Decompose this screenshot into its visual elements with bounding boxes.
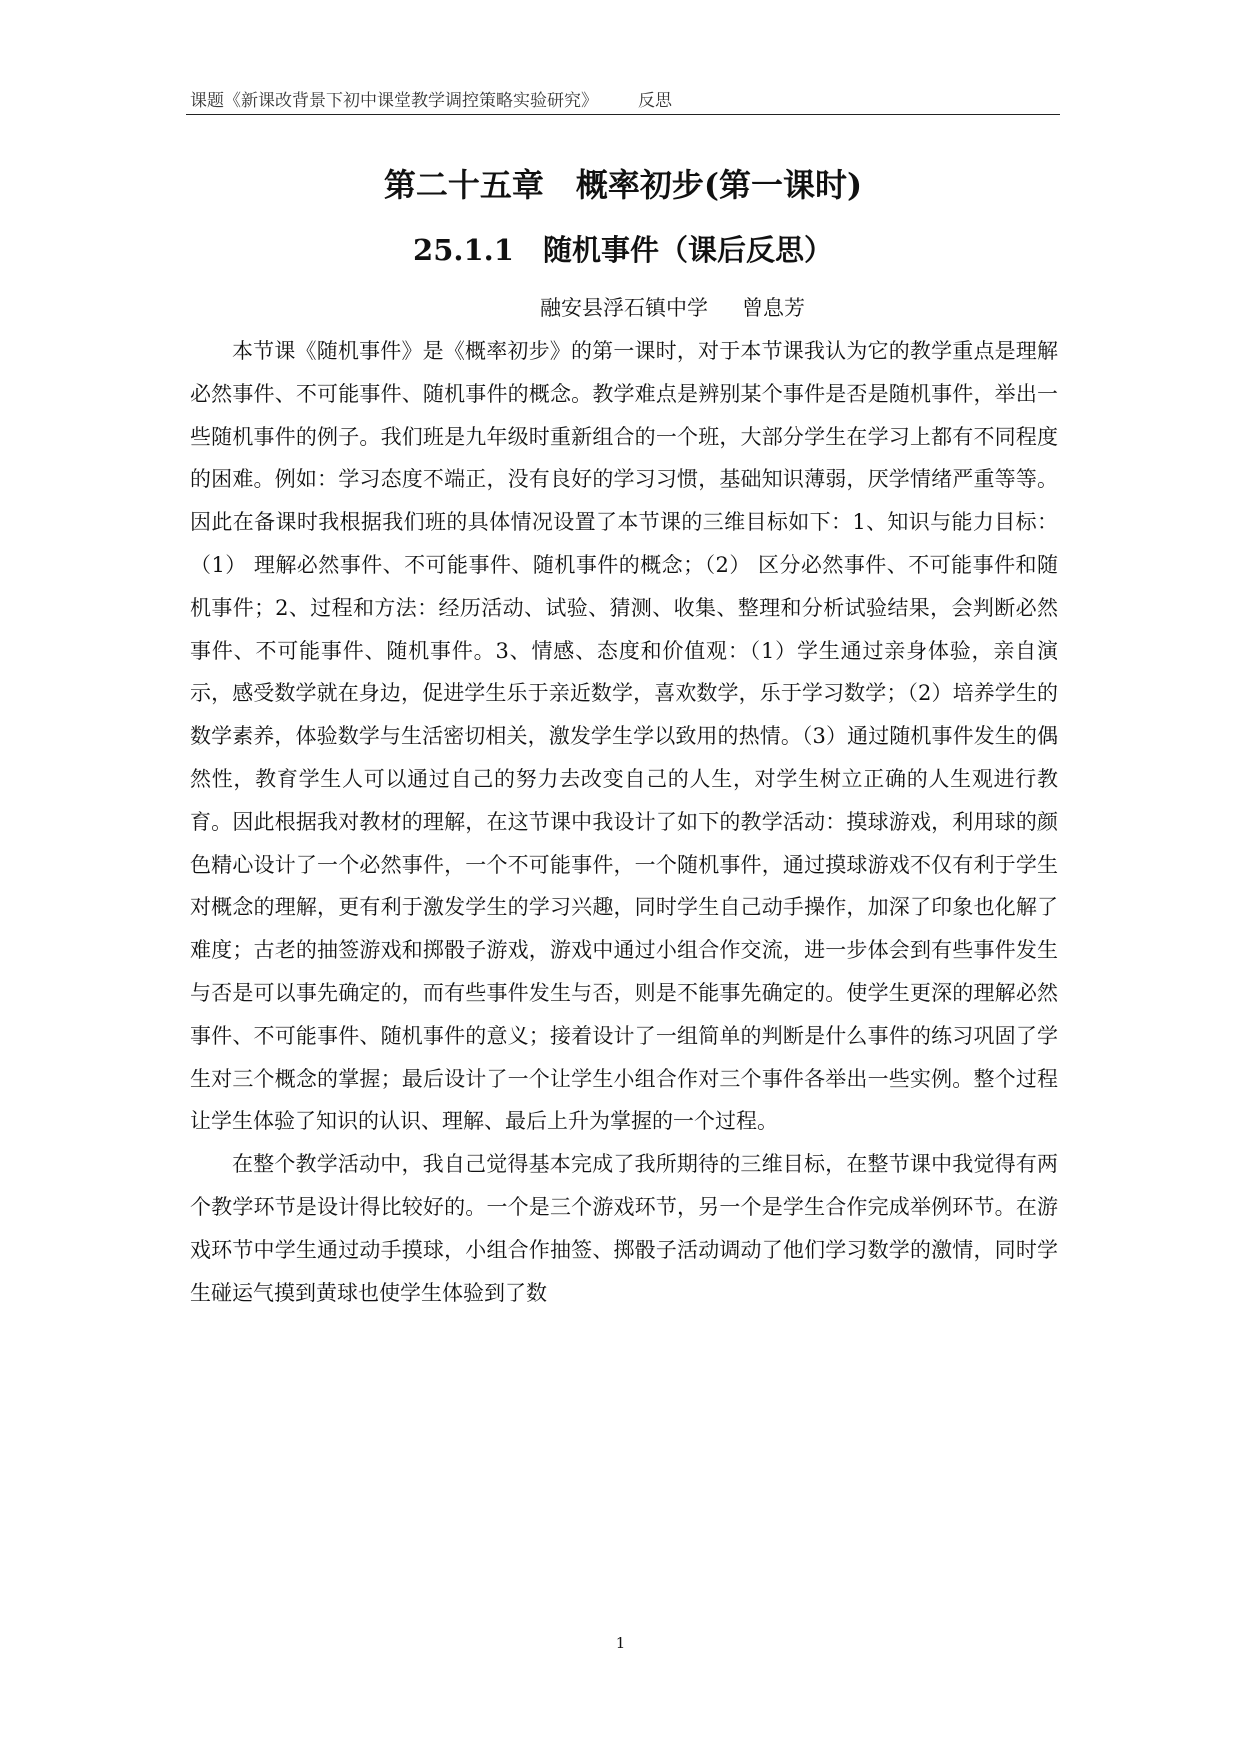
page-header [190, 86, 1070, 114]
paragraph: 本节课《随机事件》是《概率初步》的第一课时，对于本节课我认为它的教学重点是理解必然事件、不可能事件、随机事件的概念。教学难点是辨别某个事件是否是随机事件，举出一些随机事件的例子。我们班是九年级时重新组合的一个班，大部分学生在学习上都有不同程度的困难。例如：学习态度不端正，没有良好的学习习惯，基础知识薄弱，厌学情绪严重等等。因此在备课时我根据我们班的具体情况设置了本节课的三维目标如下：1、知识与能力目标：（1） 理解必然事件、不可能事件、随机事件的概念；（2） 区分必然事件、不可能事件和随机事件；2、过程和方法：经历活动、试验、猜测、收集、整理和分析试验结果，会判断必然事件、不可能事件、随机事件。3、情感、态度和价值观：（1）学生通过亲身体验，亲自演示，感受数学就在身边，促进学生乐于亲近数学，喜欢数学，乐于学习数学；（2）培养学生的数学素养，体验数学与生活密切相关，激发学生学以致用的热情。（3）通过随机事件发生的偶然性，教育学生人可以通过自己的努力去改变自己的人生，对学生树立正确的人生观进行教育。因此根据我对教材的理解，在这节课中我设计了如下的教学活动：摸球游戏，利用球的颜色精心设计了一个必然事件，一个不可能事件，一个随机事件，通过摸球游戏不仅有利于学生对概念的理解，更有利于激发学生的学习兴趣，同时学生自己动手操作，加深了印象也化解了难度；古老的抽签游戏和掷骰子游戏，游戏中通过小组合作交流，进一步体会到有些事件发生与否是可以事先确定的，而有些事件发生与否，则是不能事先确定的。使学生更深的理解必然事件、不可能事件、随机事件的意义；接着设计了一组简单的判断是什么事件的练习巩固了学生对三个概念的掌握；最后设计了一个让学生小组合作对三个事件各举出一些实例。整个过程让学生体验了知识的认识、理解、最后上升为掌握的一个过程。 [190, 339, 1058, 1134]
header-tag: 反思 [638, 91, 672, 111]
paragraph: 在整个教学活动中，我自己觉得基本完成了我所期待的三维目标，在整节课中我觉得有两个教学环节是设计得比较好的。一个是三个游戏环节，另一个是学生合作完成举例环节。在游戏环节中学生通过动手摸球，小组合作抽签、掷骰子活动调动了他们学习数学的激情，同时学生碰运气摸到黄球也使学生体验到了数 [190, 1152, 1058, 1305]
page-title: 第二十五章 概率初步(第一课时) [383, 166, 863, 204]
header-rule [186, 114, 1060, 115]
author-name: 曾息芳 [742, 296, 805, 320]
page-subtitle: 25.1.1 随机事件（课后反思） [413, 233, 833, 267]
author-line [540, 292, 805, 322]
page-number: 1 [615, 1634, 626, 1652]
author-school: 融安县浮石镇中学 [540, 296, 708, 320]
header-text: 课题《新课改背景下初中课堂教学调控策略实验研究》 [190, 91, 598, 111]
body-text [190, 330, 1058, 1314]
